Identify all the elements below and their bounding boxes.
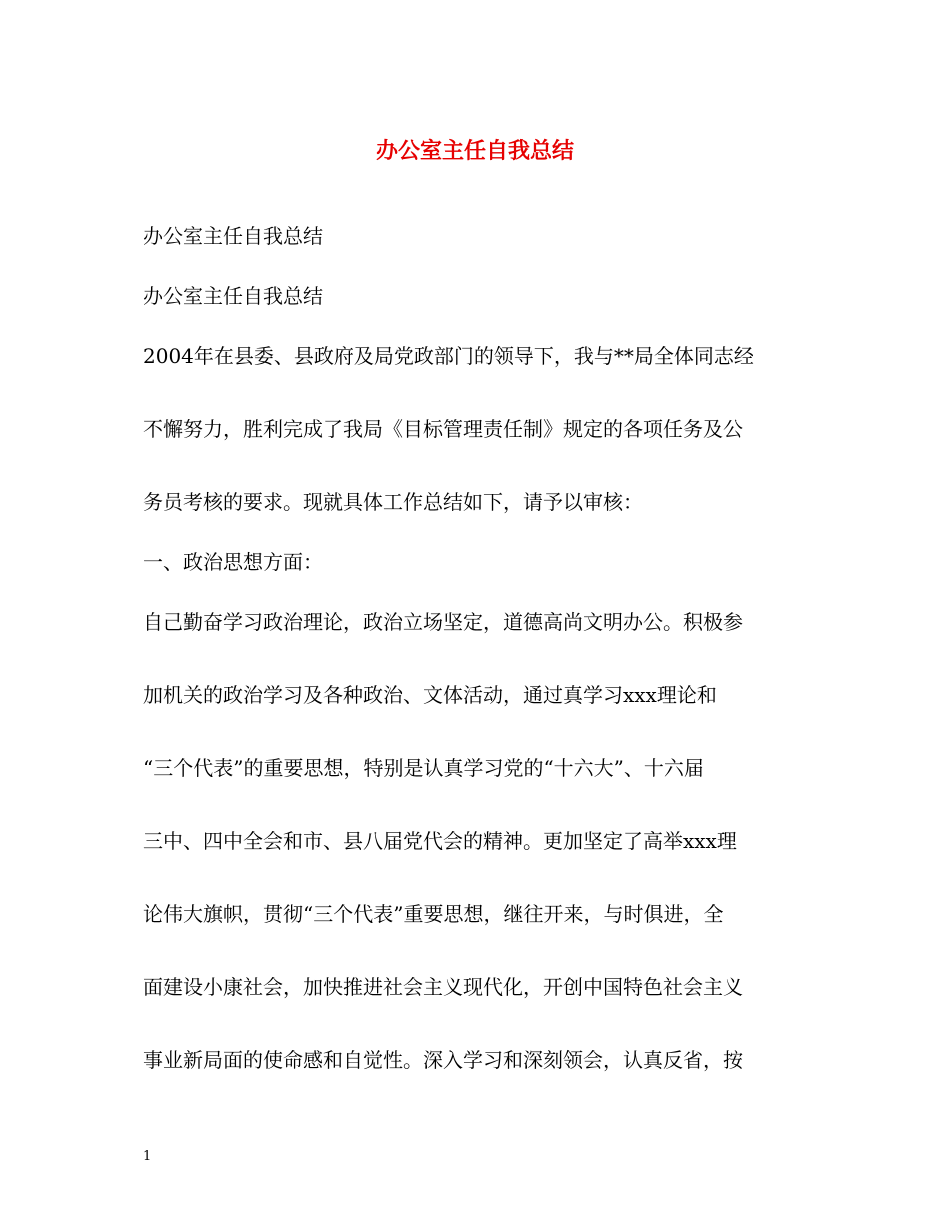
subtitle-line: 办公室主任自我总结 (143, 224, 323, 248)
body-text-line: 不懈努力，胜利完成了我局《目标管理责任制》规定的各项任务及公 (143, 417, 743, 441)
body-text-line: 2004年在县委、县政府及局党政部门的领导下，我与**局全体同志经 (143, 344, 754, 368)
body-text-line: 自己勤奋学习政治理论，政治立场坚定，道德高尚文明办公。积极参 (143, 610, 743, 634)
subtitle-line: 办公室主任自我总结 (143, 284, 323, 308)
page-title: 办公室主任自我总结 (375, 138, 574, 164)
body-text-line: 面建设小康社会，加快推进社会主义现代化，开创中国特色社会主义 (143, 975, 743, 999)
page-number: 1 (143, 1149, 152, 1164)
body-text-line: 事业新局面的使命感和自觉性。深入学习和深刻领会，认真反省，按 (143, 1048, 743, 1072)
body-text-line: 三中、四中全会和市、县八届党代会的精神。更加坚定了高举xxx理 (143, 829, 737, 853)
body-text-line: 加机关的政治学习及各种政治、文体活动，通过真学习xxx理论和 (143, 683, 717, 707)
body-text-line: 论伟大旗帜，贯彻“三个代表”重要思想，继往开来，与时俱进，全 (143, 902, 724, 926)
body-text-line: “三个代表”的重要思想，特别是认真学习党的“十六大”、十六届 (143, 756, 704, 780)
section-heading: 一、政治思想方面： (143, 550, 323, 574)
body-text-line: 务员考核的要求。现就具体工作总结如下，请予以审核： (143, 490, 643, 514)
